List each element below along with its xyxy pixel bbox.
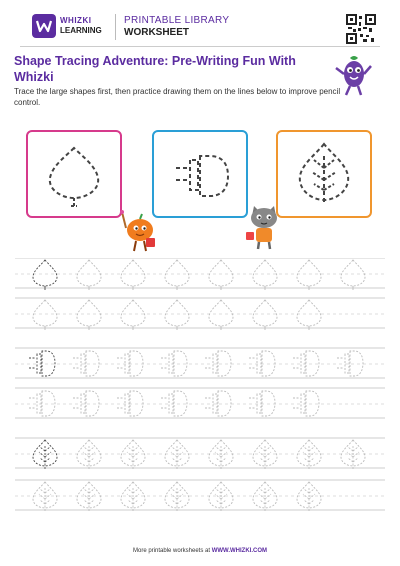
plug-d-shape (130, 391, 143, 416)
leaf-vein (39, 446, 51, 470)
pumpkin-character-icon (112, 206, 160, 254)
shape-box-veined-leaf (276, 130, 372, 218)
plug-d-shape (218, 351, 231, 376)
plug-body (257, 354, 261, 373)
worksheet-label: WORKSHEET (124, 27, 189, 38)
leaf-vein (215, 446, 227, 470)
leaf-outline-trace (28, 132, 120, 216)
leaf-vein (303, 488, 315, 512)
plug-d-shape (306, 391, 319, 416)
practice-rows (15, 258, 385, 528)
header-rule (20, 46, 380, 47)
eggplant-mascot-icon (330, 50, 378, 98)
plug-body (81, 354, 85, 373)
footer-text: More printable worksheets at (132, 548, 212, 554)
leaf-shape (77, 260, 101, 286)
brand-subtitle: LEARNING (60, 26, 102, 35)
cat-character-icon (244, 204, 284, 250)
plug-body (301, 394, 305, 413)
plug-body (213, 394, 217, 413)
plug-prongs (249, 398, 256, 408)
leaf-shape (253, 300, 277, 326)
plug-d-shape (42, 391, 55, 416)
plug-body (81, 394, 85, 413)
footer (0, 548, 400, 554)
plug-body (125, 394, 129, 413)
leaf-vein (83, 446, 95, 470)
plug-body (169, 354, 173, 373)
plug-body (345, 354, 349, 373)
plug-prongs (161, 358, 168, 368)
plug-d-shape (130, 351, 143, 376)
plug-prongs (205, 398, 212, 408)
plug-d-shape (262, 351, 275, 376)
plug-prongs (117, 358, 124, 368)
leaf-vein (83, 488, 95, 512)
leaf-shape (209, 300, 233, 326)
veined-leaf-trace (278, 132, 370, 216)
plug-prongs (73, 358, 80, 368)
plug-body (257, 394, 261, 413)
plug-body (301, 354, 305, 373)
leaf-vein (39, 488, 51, 512)
plug-d-shape (174, 391, 187, 416)
whizki-logo-icon (32, 14, 56, 38)
plug-d-shape (86, 391, 99, 416)
leaf-vein (215, 488, 227, 512)
worksheet-title: Shape Tracing Adventure: Pre-Writing Fun With Whizki (14, 54, 296, 84)
plug-d-shape (42, 351, 55, 376)
leaf-vein (347, 446, 359, 470)
leaf-shape (121, 260, 145, 286)
plug-prongs (249, 358, 256, 368)
leaf-shape (121, 300, 145, 326)
leaf-shape (209, 260, 233, 286)
plug-body (125, 354, 129, 373)
plug-d-shape (174, 351, 187, 376)
leaf-vein (303, 446, 315, 470)
practice-lines (15, 258, 385, 528)
plug-d-shape (86, 351, 99, 376)
plug-prongs (117, 398, 124, 408)
plug-prongs (29, 358, 36, 368)
shape-box-plug-d (152, 130, 248, 218)
leaf-shape (297, 300, 321, 326)
leaf-vein (127, 446, 139, 470)
plug-d-shape (350, 351, 363, 376)
leaf-vein (171, 446, 183, 470)
header-divider (115, 14, 116, 40)
leaf-shape (77, 300, 101, 326)
plug-d-shape (218, 391, 231, 416)
leaf-vein (127, 488, 139, 512)
shape-box-leaf (26, 130, 122, 218)
leaf-shape (33, 260, 57, 286)
plug-body (37, 354, 41, 373)
leaf-vein (259, 488, 271, 512)
worksheet-header (20, 10, 382, 48)
plug-d-shape (262, 391, 275, 416)
plug-d-trace (154, 132, 246, 216)
plug-prongs (205, 358, 212, 368)
leaf-shape (165, 260, 189, 286)
plug-prongs (293, 398, 300, 408)
plug-prongs (29, 398, 36, 408)
plug-prongs (73, 398, 80, 408)
worksheet-instructions: Trace the large shapes first, then practice drawing them on the lines below to improve pencil control. (14, 87, 341, 107)
plug-body (213, 354, 217, 373)
leaf-shape (165, 300, 189, 326)
leaf-shape (33, 300, 57, 326)
leaf-vein (259, 446, 271, 470)
leaf-vein (171, 488, 183, 512)
plug-body (37, 394, 41, 413)
qr-code-icon (346, 14, 376, 44)
leaf-shape (297, 260, 321, 286)
leaf-shape (253, 260, 277, 286)
plug-body (169, 394, 173, 413)
plug-d-shape (306, 351, 319, 376)
footer-link[interactable]: WWW.WHIZKI.COM (211, 548, 268, 554)
plug-prongs (337, 358, 344, 368)
plug-prongs (161, 398, 168, 408)
plug-prongs (293, 358, 300, 368)
leaf-shape (341, 260, 365, 286)
brand-name: WHIZKI (60, 16, 92, 25)
library-label: PRINTABLE LIBRARY (124, 15, 230, 26)
